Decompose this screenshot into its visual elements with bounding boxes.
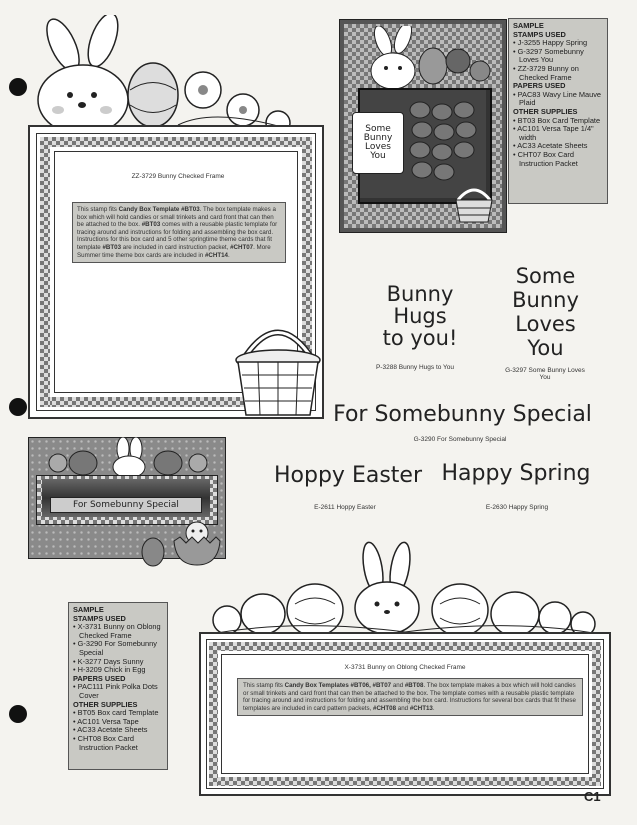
bunny-hugs-stamp: Bunny Hugs to you! <box>382 282 458 350</box>
sample-title: SAMPLE <box>73 605 104 614</box>
bunny-eggs-illustration <box>348 26 498 96</box>
some-bunny-stamp: Some Bunny Loves You <box>512 264 579 360</box>
hoppy-easter-stamp: Hoppy Easter <box>274 463 422 488</box>
bunny-oblong-checked-frame-stamp <box>195 540 613 802</box>
somebunny-special-stamp: For Somebunny Special <box>333 402 592 427</box>
list-item: • CHT08 Box Card Instruction Packet <box>73 733 138 752</box>
sample-supplies-bottom <box>68 602 168 770</box>
list-item: • PAC111 Pink Polka Dots Cover <box>73 682 158 700</box>
papers-used-heading: PAPERS USED <box>73 673 126 683</box>
bunny-checked-frame-stamp <box>18 15 330 420</box>
some-bunny-tag-text: Some Bunny Loves You <box>363 124 393 161</box>
list-item: • X-3731 Bunny on Oblong Checked Frame <box>73 622 161 640</box>
list-item: • BT05 Box card Template <box>73 708 159 718</box>
banner-text: For Somebunny Special <box>73 499 179 510</box>
happy-spring-caption: E-2630 Happy Spring <box>485 504 549 511</box>
list-item: • G-3290 For Somebunny Special <box>73 639 157 657</box>
other-supplies-heading: OTHER SUPPLIES <box>513 106 578 116</box>
egg-icon <box>140 537 166 567</box>
bunny-eggs-flowers-illustration <box>28 437 224 477</box>
list-item: • AC101 Versa Tape <box>73 716 139 726</box>
some-bunny-caption: G-3297 Some Bunny Loves You <box>505 367 585 381</box>
sample-supplies-top <box>508 18 608 204</box>
list-item: • ZZ-3729 Bunny on Checked Frame <box>513 63 579 82</box>
list-item: • H-3209 Chick in Egg <box>73 665 146 675</box>
frame2-caption: X-3731 Bunny on Oblong Checked Frame <box>344 664 466 671</box>
papers-used-heading: PAPERS USED <box>513 81 566 91</box>
mini-basket-icon <box>452 180 496 224</box>
frame1-note: This stamp fits Candy Box Template #BT03. The box template makes a box which will hold candies or small trinkets and card front that can then be attached to the box. #BT03 comes with a reusable plastic template for tracing around and instructions for folding and assembling the box card. Instructions for this box card and 5 other springtime theme cards that fit template #BT03 are included in card instruction packet, #CHT07. More Summer time theme box cards are included in #CHT14. <box>72 202 286 263</box>
basket-illustration <box>228 310 328 420</box>
hoppy-easter-caption: E-2611 Hoppy Easter <box>314 504 376 511</box>
list-item: • K-3277 Days Sunny <box>73 656 144 666</box>
sample-title: SAMPLE <box>513 21 544 30</box>
list-item: • AC33 Acetate Sheets <box>73 725 148 735</box>
somebunny-special-caption: G-3290 For Somebunny Special <box>413 436 507 443</box>
bunny-hugs-caption: P-3288 Bunny Hugs to You <box>375 364 455 371</box>
list-item: • G-3297 Somebunny Loves You <box>513 46 584 65</box>
other-supplies-heading: OTHER SUPPLIES <box>73 699 138 709</box>
list-item: • BT03 Box Card Template <box>513 115 601 125</box>
stamps-used-heading: STAMPS USED <box>73 613 126 623</box>
sample-card-photo-top <box>339 19 507 233</box>
bunny-eggs-row-illustration <box>195 540 613 640</box>
list-item: • CHT07 Box Card Instruction Packet <box>513 149 578 168</box>
somebunny-special-banner <box>50 497 202 513</box>
some-bunny-tag <box>352 112 404 174</box>
list-item: • AC101 Versa Tape 1/4" width <box>513 124 594 142</box>
list-item: • AC33 Acetate Sheets <box>513 141 588 151</box>
happy-spring-stamp: Happy Spring <box>441 461 591 486</box>
stamps-used-heading: STAMPS USED <box>513 29 566 39</box>
frame2-note: This stamp fits Candy Box Templates #BT06, #BT07 and #BT08. The box template makes a box which will hold candies or small trinkets and card front that can then be attached to the box. The template comes with a reusable plastic template for tracing around and instructions for folding and assembling the box card. Instructions for several box cards that fit these templates are included in card pattern packets, #CHT08 and #CHT13. <box>237 678 583 716</box>
binder-hole-bottom <box>9 705 27 723</box>
page-number: C1 <box>584 789 601 804</box>
list-item: • PAC83 Wavy Line Mauve Plaid <box>513 89 602 108</box>
list-item: • J-3255 Happy Spring <box>513 38 588 48</box>
frame1-caption: ZZ-3729 Bunny Checked Frame <box>131 173 225 180</box>
